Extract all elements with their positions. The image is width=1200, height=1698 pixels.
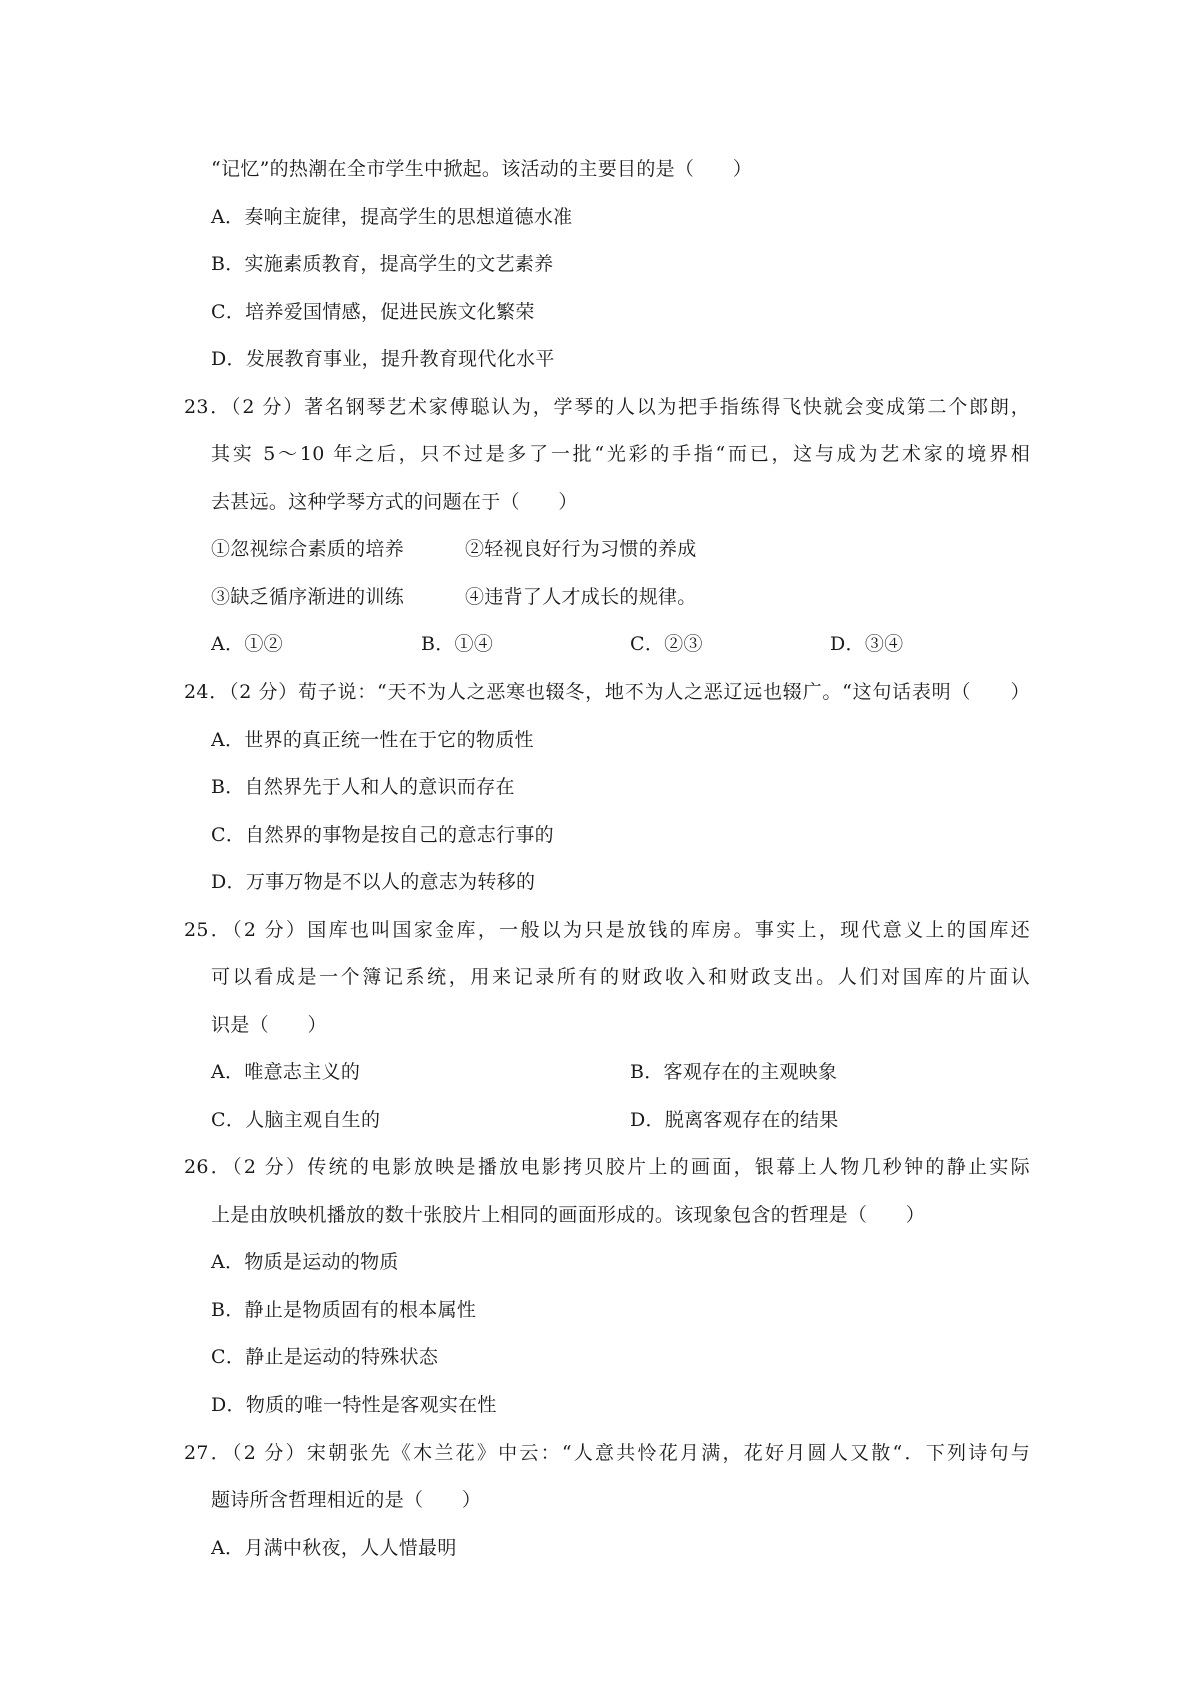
q23-stem-line-3: 去甚远。这种学琴方式的问题在于（ ） bbox=[211, 491, 578, 513]
q25-stem-line-1: 25．（2 分）国库也叫国家金库，一般以为只是放钱的库房。事实上，现代意义上的国库还 bbox=[184, 919, 1030, 941]
q23-option-d: D．③④ bbox=[830, 633, 904, 655]
q22-option-d: D．发展教育事业，提升教育现代化水平 bbox=[211, 348, 555, 370]
q23-stem-line-2: 其实 5～10 年之后，只不过是多了一批“光彩的手指“而已，这与成为艺术家的境界相 bbox=[211, 443, 1030, 465]
q23-option-a: A．①② bbox=[211, 633, 283, 655]
q25-option-d: D．脱离客观存在的结果 bbox=[630, 1109, 839, 1131]
q25-stem-line-2: 可以看成是一个簿记系统，用来记录所有的财政收入和财政支出。人们对国库的片面认 bbox=[211, 966, 1030, 988]
q23-statement-3: ③缺乏循序渐进的训练 bbox=[211, 586, 405, 608]
q24-option-c: C．自然界的事物是按自己的意志行事的 bbox=[211, 824, 554, 846]
q23-statement-2: ②轻视良好行为习惯的养成 bbox=[465, 538, 697, 560]
q27-option-a: A．月满中秋夜，人人惜最明 bbox=[211, 1537, 457, 1559]
q24-option-b: B．自然界先于人和人的意识而存在 bbox=[211, 776, 515, 798]
q23-statement-1: ①忽视综合素质的培养 bbox=[211, 538, 405, 560]
q26-option-b: B．静止是物质固有的根本属性 bbox=[211, 1299, 477, 1321]
q24-option-a: A．世界的真正统一性在于它的物质性 bbox=[211, 729, 534, 751]
q23-option-b: B．①④ bbox=[421, 633, 494, 655]
q25-stem-line-3: 识是（ ） bbox=[211, 1014, 327, 1036]
q25-option-b: B．客观存在的主观映象 bbox=[630, 1061, 838, 1083]
q26-stem-line-2: 上是由放映机播放的数十张胶片上相同的画面形成的。该现象包含的哲理是（ ） bbox=[211, 1204, 926, 1226]
q23-statement-4: ④违背了人才成长的规律。 bbox=[465, 586, 697, 608]
q24-stem-line-1: 24．（2 分）荀子说：“天不为人之恶寒也辍冬，地不为人之恶辽远也辍广。“这句话表明（ ） bbox=[184, 681, 1030, 703]
q27-stem-line-1: 27．（2 分）宋朝张先《木兰花》中云：“人意共怜花月满，花好月圆人又散“．下列诗句与 bbox=[184, 1442, 1030, 1464]
q22-option-c: C．培养爱国情感，促进民族文化繁荣 bbox=[211, 301, 535, 323]
q26-stem-line-1: 26．（2 分）传统的电影放映是播放电影拷贝胶片上的画面，银幕上人物几秒钟的静止实际 bbox=[184, 1156, 1030, 1178]
q26-option-d: D．物质的唯一特性是客观实在性 bbox=[211, 1394, 497, 1416]
q27-stem-line-2: 题诗所含哲理相近的是（ ） bbox=[211, 1489, 482, 1511]
q22-stem-end: “记忆”的热潮在全市学生中掀起。该活动的主要目的是（ ） bbox=[211, 158, 753, 180]
q26-option-a: A．物质是运动的物质 bbox=[211, 1251, 399, 1273]
q22-option-b: B．实施素质教育，提高学生的文艺素养 bbox=[211, 253, 554, 275]
q25-option-c: C．人脑主观自生的 bbox=[211, 1109, 381, 1131]
q25-option-a: A．唯意志主义的 bbox=[211, 1061, 361, 1083]
q24-option-d: D．万事万物是不以人的意志为转移的 bbox=[211, 871, 536, 893]
q22-option-a: A．奏响主旋律，提高学生的思想道德水准 bbox=[211, 206, 573, 228]
q23-option-c: C．②③ bbox=[630, 633, 703, 655]
q26-option-c: C．静止是运动的特殊状态 bbox=[211, 1346, 439, 1368]
q23-stem-line-1: 23．（2 分）著名钢琴艺术家傅聪认为，学琴的人以为把手指练得飞快就会变成第二个郎朗， bbox=[184, 396, 1030, 418]
